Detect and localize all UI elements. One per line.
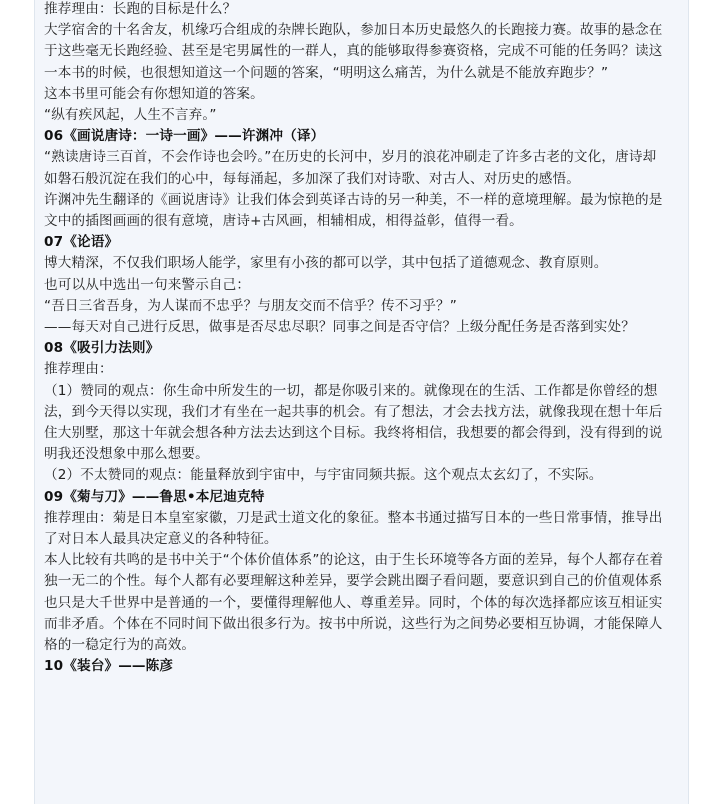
paragraph: （2）不太赞同的观点：能量释放到宇宙中，与宇宙同频共振。这个观点太玄幻了，不实际。 [44,467,603,484]
paragraph: （1）赞同的观点：你生命中所发生的一切，都是你吸引来的。就像现在的生活、工作都是你曾经的想法，到今天得以实现，我们才有坐在一起共事的机会。有了想法，才会去找方法，就像我现在想十年后住大别墅，那这十年就会想各种方法去达到这个目标。我终将相信，我想要的都会得到，没有得到的说明我还没想象中那么想要。 [44,382,663,463]
paragraph: 推荐理由：长跑的目标是什么？ [44,1,237,17]
section-heading-10: 10《装台》——陈彦 [44,658,174,675]
paragraph: 推荐理由： [44,361,113,378]
paragraph: 大学宿舍的十名舍友，机缘巧合组成的杂牌长跑队，参加日本历史最悠久的长跑接力赛。故事的悬念在于这些毫无长跑经验、甚至是宅男属性的一群人，真的能够取得参赛资格，完成不可能的任务吗？读这一本书的时候，也很想知道这一个问题的答案，“明明这么痛苦，为什么就是不能放弃跑步？” [44,22,663,81]
paragraph: “熟读唐诗三百首，不会作诗也会吟。”在历史的长河中，岁月的浪花冲刷走了许多古老的文化，唐诗却如磐石般沉淀在我们的心中，每每涌起，多加深了我们对诗歌、对古人、对历史的感悟。 [44,149,657,187]
paragraph: 许渊冲先生翻译的《画说唐诗》让我们体会到英译古诗的另一种美，不一样的意境理解。最为惊艳的是文中的插图画画的很有意境，唐诗+古风画，相辅相成，相得益彰，值得一看。 [44,191,663,230]
paragraph: ——每天对自己进行反思，做事是否尽忠尽职？同事之间是否守信？上级分配任务是否落到实处？ [44,319,635,336]
right-border [688,0,689,804]
quote: “吾日三省吾身，为人谋而不忠乎？与朋友交而不信乎？传不习乎？” [44,297,457,314]
section-heading-07: 07《论语》 [44,234,119,251]
section-heading-06: 06《画说唐诗：一诗一画》——许渊冲（译） [44,128,325,145]
paragraph: 也可以从中选出一句来警示自己： [44,276,251,293]
section-heading-08: 08《吸引力法则》 [44,340,160,357]
paragraph: 博大精深，不仅我们职场人能学，家里有小孩的都可以学，其中包括了道德观念、教育原则。 [44,255,608,272]
paragraph: 这本书里可能会有你想知道的答案。 [44,85,264,102]
paragraph: 推荐理由：菊是日本皇室家徽，刀是武士道文化的象征。整本书通过描写日本的一些日常事情，推导出了对日本人最具决定意义的各种特征。 [44,509,663,548]
section-heading-09: 09《菊与刀》——鲁思•本尼迪克特 [44,488,265,505]
paragraph: 本人比较有共鸣的是书中关于“个体价值体系”的论这，由于生长环境等各方面的差异，每个人都存在着独一无二的个性。每个人都有必要理解这种差异，要学会跳出圈子看问题，要意识到自己的价值观体系也只是大千世界中是普通的一个，要懂得理解他人、尊重差异。同时，个体的每次选择都应该互相证实而非矛盾。个体在不同时间下做出很多行为。按书中所说，这些行为之间势必要相互协调，才能保障人格的一稳定行为的高效。 [44,552,664,654]
article-body [44,0,668,678]
paragraph: “纵有疾风起，人生不言弃。” [44,107,217,124]
